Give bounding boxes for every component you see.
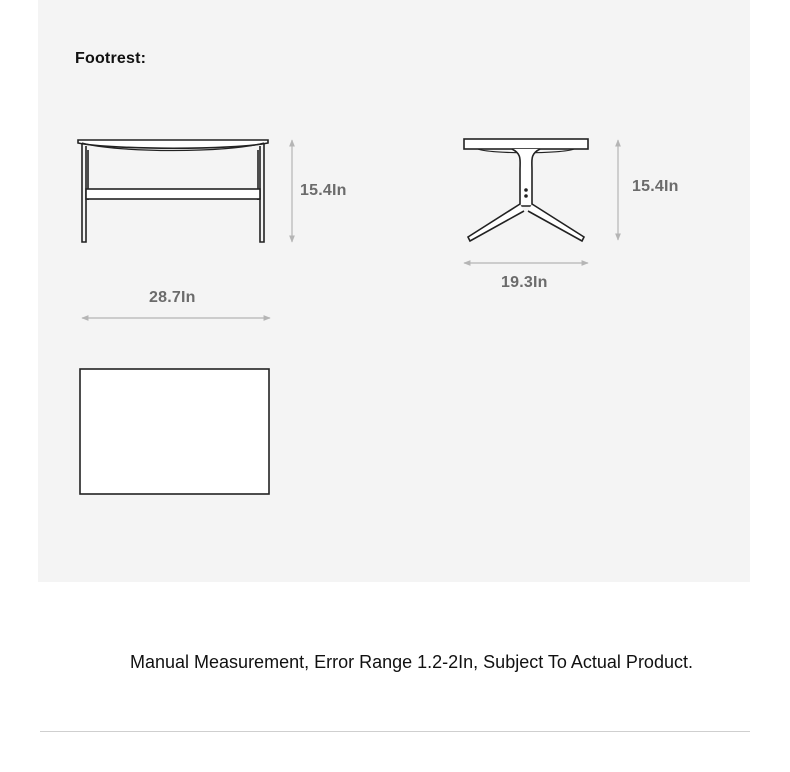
- front-stretcher: [86, 189, 260, 199]
- side-bolt-upper: [524, 188, 528, 192]
- side-foot-right: [528, 204, 584, 241]
- side-top: [464, 139, 588, 149]
- section-title: Footrest:: [75, 50, 147, 67]
- divider: [40, 731, 750, 732]
- front-height-label: 15.4In: [300, 182, 347, 199]
- side-bolt-lower: [524, 194, 528, 198]
- front-width-label: 28.7In: [149, 289, 196, 306]
- measurement-note: Manual Measurement, Error Range 1.2-2In, Subject To Actual Product.: [130, 652, 693, 672]
- side-view: [464, 139, 588, 241]
- top-view: [80, 369, 269, 494]
- side-height-label: 15.4In: [632, 178, 679, 195]
- side-depth-label: 19.3In: [501, 274, 548, 291]
- front-view: [78, 140, 268, 242]
- side-foot-left: [468, 204, 524, 241]
